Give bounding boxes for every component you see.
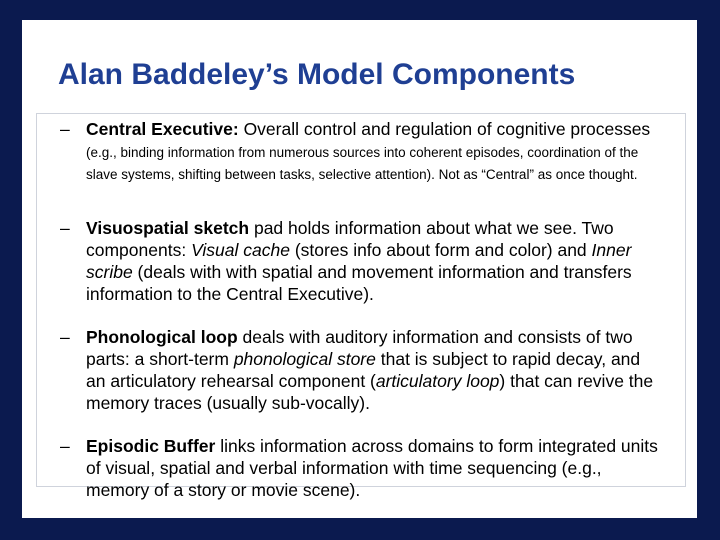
bullet-dash: –: [60, 436, 70, 456]
bullet-text: [86, 326, 660, 414]
bullet-text: [86, 217, 660, 305]
bullet-body: pad holds information about what we see. Two components:: [86, 218, 614, 260]
bullet-emphasis: phonological store: [233, 349, 376, 369]
bullet-visuospatial-sketchpad: [60, 217, 660, 305]
bullet-body: links information across domains to form integrated units of visual, spatial and verbal information with time sequencing (e.g., memory of a story or movie scene).: [86, 436, 658, 500]
bullet-term: Central Executive:: [86, 119, 239, 139]
bullet-phonological-loop: [60, 326, 660, 414]
bullet-body: that is subject to rapid decay, and an articulatory rehearsal component (: [86, 349, 641, 391]
bullet-text: [86, 118, 660, 184]
bullet-emphasis: articulatory loop: [375, 371, 500, 391]
bullet-term: Episodic Buffer: [86, 436, 216, 456]
bullet-body: ) that can revive the memory traces (usually sub-vocally).: [86, 371, 654, 413]
bullet-emphasis: Visual cache: [191, 240, 290, 260]
bullet-central-executive: [60, 118, 660, 184]
bullet-body: (deals with with spatial and movement information and transfers information to the Central Executive).: [86, 262, 632, 304]
bullet-dash: –: [60, 218, 70, 238]
slide-title: Alan Baddeley’s Model Components: [58, 58, 576, 91]
bullet-emphasis: Inner scribe: [86, 240, 632, 282]
bullet-body: deals with auditory information and consists of two parts: a short-term: [86, 327, 633, 369]
bullet-text: [86, 435, 660, 501]
bullet-episodic-buffer: [60, 435, 660, 501]
bullet-dash: –: [60, 119, 70, 139]
bullet-detail: (e.g., binding information from numerous sources into coherent episodes, coordination of the slave systems, shifting between tasks, selective attention). Not as “Central” as once thought.: [86, 145, 639, 182]
bullet-dash: –: [60, 327, 70, 347]
bullet-body: (stores info about form and color) and: [289, 240, 592, 260]
bullet-body: Overall control and regulation of cognitive processes: [238, 119, 651, 139]
bullet-term: Phonological loop: [86, 327, 238, 347]
bullet-term: Visuospatial sketch: [86, 218, 250, 238]
